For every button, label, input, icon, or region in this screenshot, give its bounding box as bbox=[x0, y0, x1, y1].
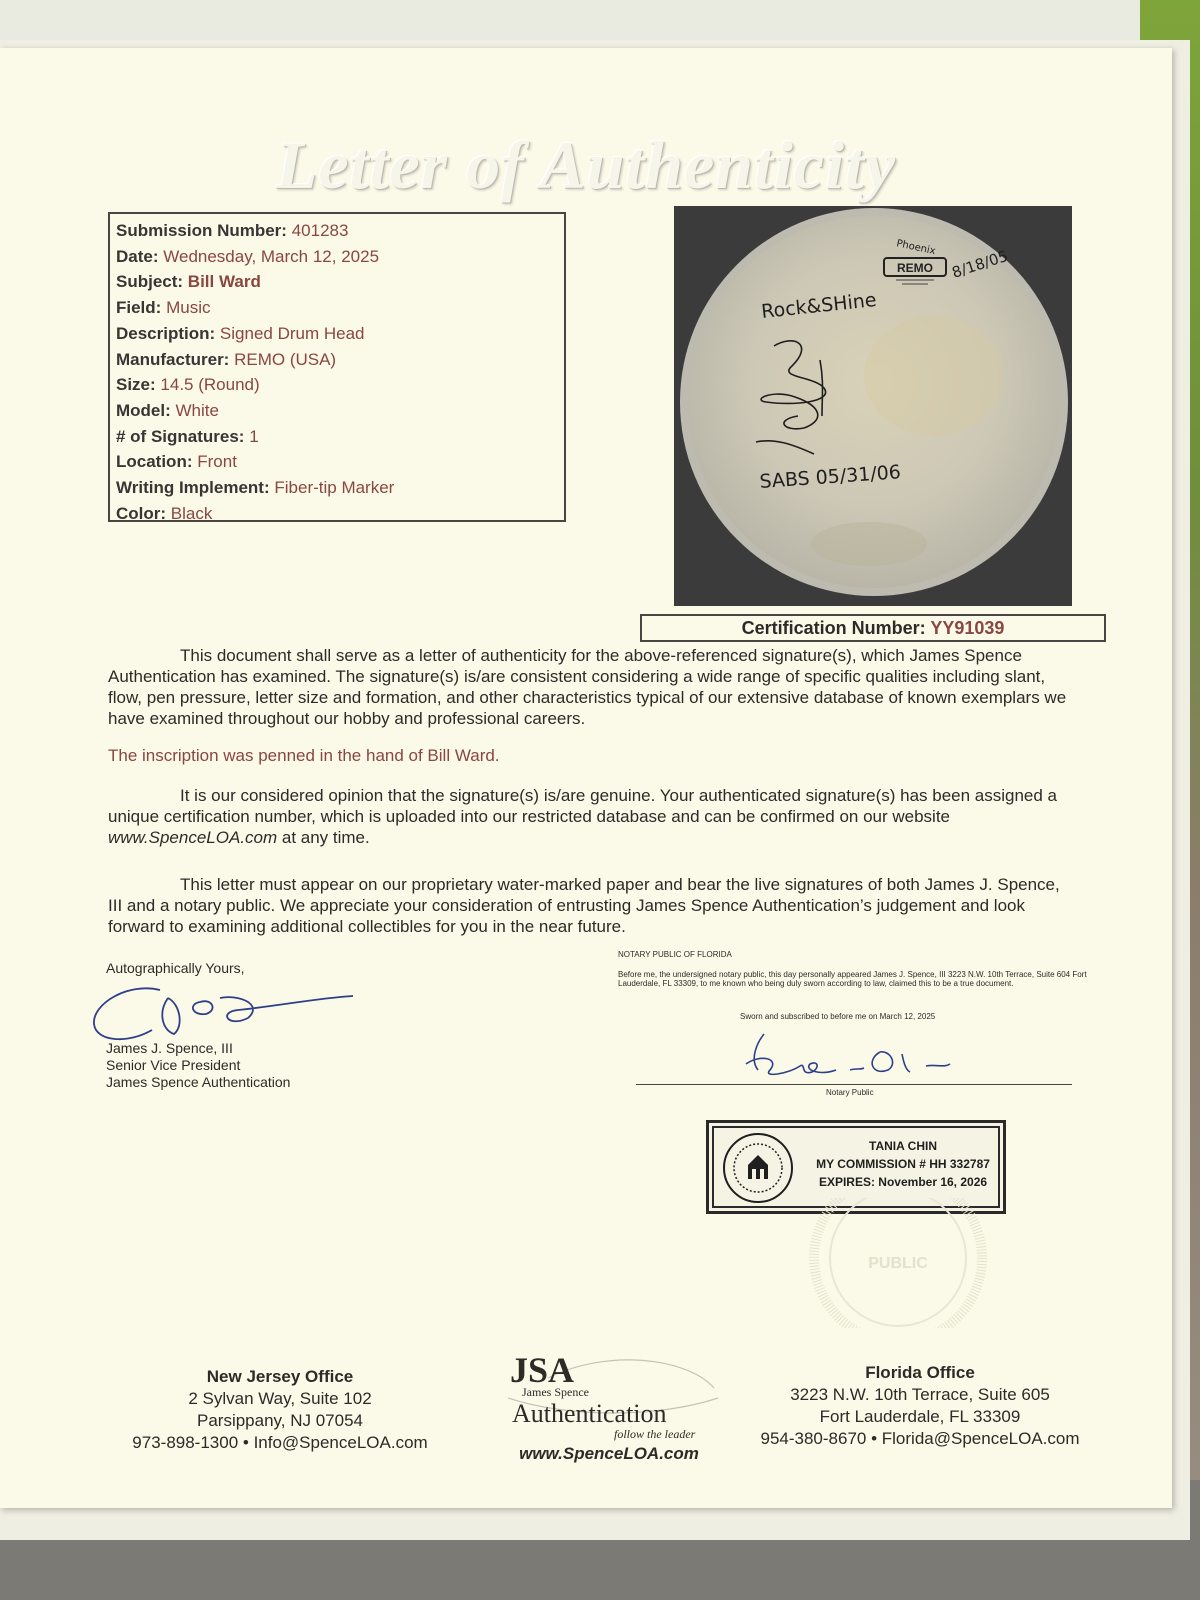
field-size bbox=[116, 372, 558, 398]
field-value: Fiber-tip Marker bbox=[274, 478, 395, 498]
field-date bbox=[116, 244, 558, 270]
signer-company: James Spence Authentication bbox=[106, 1074, 291, 1090]
signer-block bbox=[106, 1040, 290, 1091]
fl-office-contact[interactable]: 954-380-8670 • Florida@SpenceLOA.com bbox=[760, 1429, 1080, 1448]
opinion-text-end: at any time. bbox=[277, 828, 370, 847]
page-title: Letter of Authenticity bbox=[275, 127, 897, 203]
signer-name: James J. Spence, III bbox=[106, 1040, 233, 1056]
fl-office-address2: Fort Lauderdale, FL 33309 bbox=[819, 1407, 1021, 1426]
notary-signature bbox=[740, 1024, 960, 1086]
paragraph-opinion bbox=[108, 785, 1078, 848]
field-value: White bbox=[175, 400, 219, 420]
field-label: Color: bbox=[116, 503, 167, 523]
handwriting-top: Phoenix bbox=[895, 238, 937, 258]
field-label: Date: bbox=[116, 246, 159, 266]
jsa-line1: James Spence bbox=[522, 1385, 589, 1399]
nj-office-heading: New Jersey Office bbox=[206, 1367, 354, 1386]
fl-office bbox=[740, 1362, 1100, 1450]
certification-number: YY91039 bbox=[930, 618, 1005, 638]
field-color bbox=[116, 501, 558, 527]
florida-seal-icon bbox=[721, 1131, 795, 1205]
embossed-seal-icon bbox=[808, 1198, 988, 1328]
drum-head-photo bbox=[674, 206, 1072, 606]
field-value: 401283 bbox=[291, 221, 349, 240]
field-field bbox=[116, 295, 558, 321]
closing-salutation: Autographically Yours, bbox=[106, 960, 245, 976]
letter-page bbox=[0, 48, 1172, 1508]
handwriting-date-top: 8/18/05 bbox=[949, 246, 1011, 282]
field-label: Writing Implement: bbox=[116, 478, 270, 498]
jsa-tagline: follow the leader bbox=[614, 1427, 696, 1441]
field-value: Bill Ward bbox=[187, 272, 261, 292]
emboss-text: PUBLIC bbox=[868, 1255, 928, 1272]
field-description bbox=[116, 321, 558, 347]
website-link[interactable]: www.SpenceLOA.com bbox=[108, 828, 278, 847]
certification-label: Certification Number: bbox=[741, 618, 926, 638]
field-location bbox=[116, 449, 558, 475]
certification-number-box bbox=[640, 614, 1106, 642]
field-label: Manufacturer: bbox=[116, 349, 230, 369]
field-label: Field: bbox=[116, 298, 162, 318]
paragraph-examination: This document shall serve as a letter of authenticity for the above-referenced signature(s), which James Spence Authentication has examined. The signature(s) is/are consistent considering a wide range of specific qualities including slant, flow, pen pressure, letter size and formation, and other characteristics typical of our extensive database of known exemplars we have examined throughout our hobby and professional careers. bbox=[108, 646, 1067, 728]
field-value: Signed Drum Head bbox=[219, 323, 365, 343]
jsa-logo bbox=[488, 1338, 728, 1448]
notary-sworn-date: Sworn and subscribed to before me on March 12, 2025 bbox=[740, 1012, 936, 1021]
notary-statement: Before me, the undersigned notary public, this day personally appeared James J. Spence, III 3223 N.W. 10th Terrace, Suite 604 Fort Lauderdale, FL 33309, to me known who being duly sworn according to law, claimed this to be a true document. bbox=[618, 970, 1087, 988]
field-subject bbox=[116, 269, 558, 295]
notary-commission: MY COMMISSION # HH 332787 bbox=[816, 1157, 990, 1171]
field-label: Model: bbox=[116, 400, 171, 420]
field-value: Music bbox=[166, 298, 211, 318]
notary-signature-line bbox=[636, 1084, 1072, 1085]
field-value: Wednesday, March 12, 2025 bbox=[163, 246, 380, 266]
jsa-website[interactable]: www.SpenceLOA.com bbox=[519, 1444, 699, 1463]
jsa-line2: Authentication bbox=[512, 1399, 667, 1428]
nj-office-address1: 2 Sylvan Way, Suite 102 bbox=[188, 1389, 372, 1408]
field-value: Front bbox=[197, 452, 237, 472]
fl-office-heading: Florida Office bbox=[865, 1363, 975, 1382]
nj-office bbox=[110, 1366, 450, 1454]
field-label: # of Signatures: bbox=[116, 426, 245, 446]
nj-office-address2: Parsippany, NJ 07054 bbox=[196, 1411, 363, 1430]
field-manufacturer bbox=[116, 347, 558, 373]
field-value: 1 bbox=[249, 426, 259, 446]
field-label: Size: bbox=[116, 375, 156, 395]
james-spence-signature bbox=[88, 968, 368, 1048]
field-value: REMO (USA) bbox=[234, 349, 337, 369]
field-value: Black bbox=[170, 503, 213, 523]
field-label: Subject: bbox=[116, 272, 184, 292]
field-submission-number bbox=[116, 218, 558, 244]
field-label: Description: bbox=[116, 323, 216, 343]
remo-brand-text: REMO bbox=[897, 261, 933, 275]
handwriting-line1: Rock&SHine bbox=[760, 289, 878, 323]
field-signature-count bbox=[116, 424, 558, 450]
stamp-text bbox=[805, 1137, 1001, 1191]
paragraph-inscription: The inscription was penned in the hand of Bill Ward. bbox=[108, 746, 500, 765]
notary-heading: NOTARY PUBLIC OF FLORIDA bbox=[618, 950, 732, 959]
notary-public-label: Notary Public bbox=[826, 1088, 874, 1097]
nj-office-contact[interactable]: 973-898-1300 • Info@SpenceLOA.com bbox=[132, 1433, 428, 1452]
field-value: 14.5 (Round) bbox=[160, 375, 260, 395]
fl-office-address1: 3223 N.W. 10th Terrace, Suite 605 bbox=[790, 1385, 1050, 1404]
field-label: Submission Number: bbox=[116, 221, 287, 240]
notary-expiration: EXPIRES: November 16, 2026 bbox=[818, 1175, 988, 1189]
opinion-text: It is our considered opinion that the signature(s) is/are genuine. Your authenticated signature(s) has been assigned a unique certification number, which is uploaded into our restricted database and can be confirmed on our website bbox=[108, 786, 1058, 826]
submission-info-box bbox=[108, 212, 566, 522]
signer-title: Senior Vice President bbox=[106, 1057, 241, 1073]
jsa-mark: JSA bbox=[510, 1350, 575, 1390]
field-writing-implement bbox=[116, 475, 558, 501]
field-model bbox=[116, 398, 558, 424]
handwriting-line2: SABS 05/31/06 bbox=[758, 461, 902, 493]
notary-name: TANIA CHIN bbox=[869, 1139, 937, 1153]
paragraph-paper-requirements: This letter must appear on our proprietary water-marked paper and bear the live signatures of both James J. Spence, III and a notary public. We appreciate your consideration of entrusting James Spence Authentication’s judgement and look forward to examining additional collectibles for you in the near future. bbox=[108, 875, 1060, 936]
field-label: Location: bbox=[116, 452, 193, 472]
